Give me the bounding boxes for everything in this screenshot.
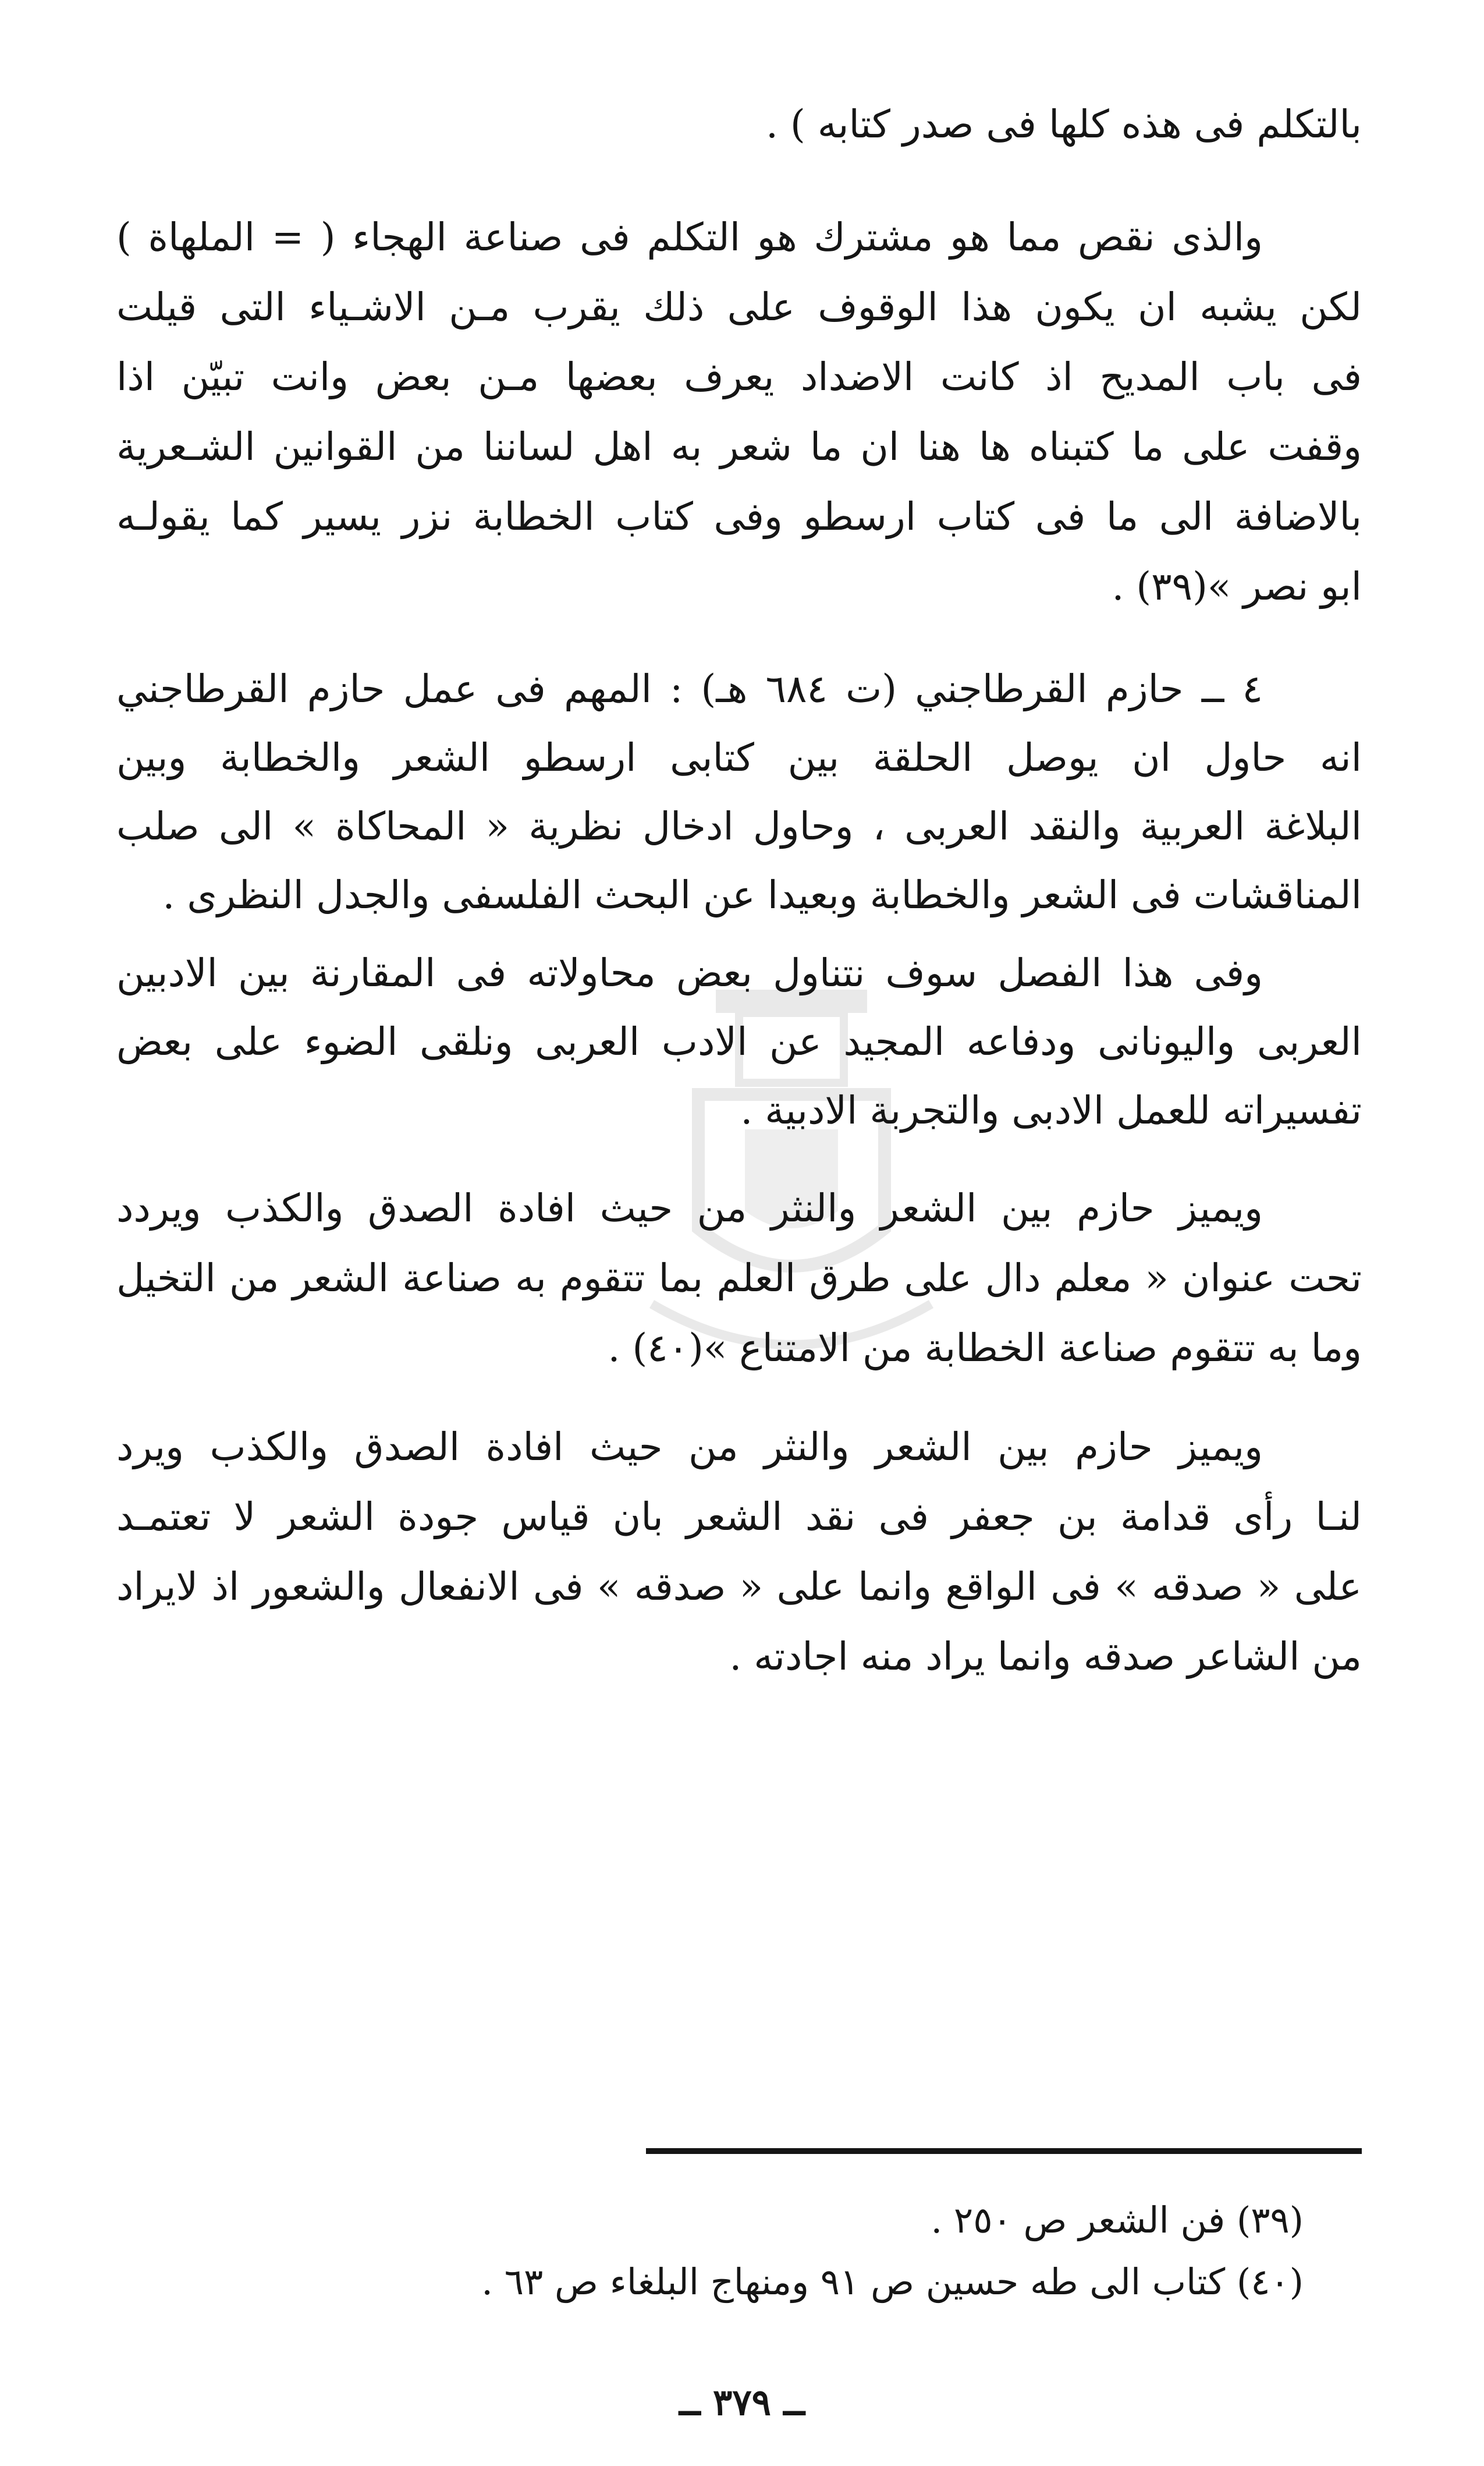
text-line: تحت عنوان « معلم دال على طرق العلم بما تتقوم به صناعة الشعر من التخيل	[116, 1256, 1362, 1301]
footnote: (٤٠) كتاب الى طه حسين ص ٩١ ومنهاج البلغاء ص ٦٣ .	[481, 2260, 1304, 2303]
text-line: لكن يشبه ان يكون هذا الوقوف على ذلك يقرب مـن الاشـياء التى قيلت	[116, 285, 1362, 329]
text-line: ويميز حازم بين الشعر والنثر من حيث افادة الصدق والكذب ويرد	[116, 1425, 1263, 1469]
footnote: (٣٩) فن الشعر ص ٢٥٠ .	[931, 2199, 1304, 2241]
text-line: ابو نصر »(٣٩) .	[1112, 564, 1362, 609]
text-line: فى باب المديح اذ كانت الاضداد يعرف بعضها مـن بعض وانت تبيّن اذا	[116, 355, 1362, 399]
text-line: بالاضافة الى ما فى كتاب ارسطو وفى كتاب الخطابة نزر يسير كما يقولـه	[116, 494, 1362, 539]
text-line: بالتكلم فى هذه كلها فى صدر كتابه ) .	[766, 102, 1362, 147]
text-line: المناقشات فى الشعر والخطابة وبعيدا عن البحث الفلسفى والجدل النظرى .	[162, 873, 1362, 917]
text-line: البلاغة العربية والنقد العربى ، وحاول ادخال نظرية « المحاكاة » الى صلب	[116, 804, 1362, 849]
text-line: ويميز حازم بين الشعر والنثر من حيث افادة الصدق والكذب ويردد	[116, 1186, 1263, 1231]
text-line: انه حاول ان يوصل الحلقة بين كتابى ارسطو الشعر والخطابة وبين	[116, 735, 1362, 780]
text-line: وما به تتقوم صناعة الخطابة من الامتناع »(٤٠) .	[608, 1326, 1362, 1370]
text-line: تفسيراته للعمل الادبى والتجربة الادبية .	[740, 1088, 1362, 1133]
text-line: والذى نقص مما هو مشترك هو التكلم فى صناعة الهجاء ( = الملهاة )	[116, 215, 1263, 260]
text-line: وقفت على ما كتبناه ها هنا ان ما شعر به اهل لساننا من القوانين الشـعرية	[116, 424, 1362, 469]
text-line: على « صدقه » فى الواقع وانما على « صدقه » فى الانفعال والشعور اذ لايراد	[116, 1564, 1362, 1609]
section-heading-line: ٤ ــ حازم القرطاجني (ت ٦٨٤ هـ) : المهم فى عمل حازم القرطاجني	[116, 667, 1263, 711]
text-line: وفى هذا الفصل سوف نتناول بعض محاولاته فى المقارنة بين الادبين	[116, 951, 1263, 995]
footnote-divider	[646, 2148, 1362, 2154]
text-line: لنـا رأى قدامة بن جعفر فى نقد الشعر بان قياس جودة الشعر لا تعتمـد	[116, 1494, 1362, 1539]
text-line: العربى واليونانى ودفاعه المجيد عن الادب العربى ونلقى الضوء على بعض	[116, 1019, 1362, 1064]
text-line: من الشاعر صدقه وانما يراد منه اجادته .	[729, 1634, 1362, 1679]
page-number: ــ ٣٧٩ ــ	[679, 2381, 805, 2424]
